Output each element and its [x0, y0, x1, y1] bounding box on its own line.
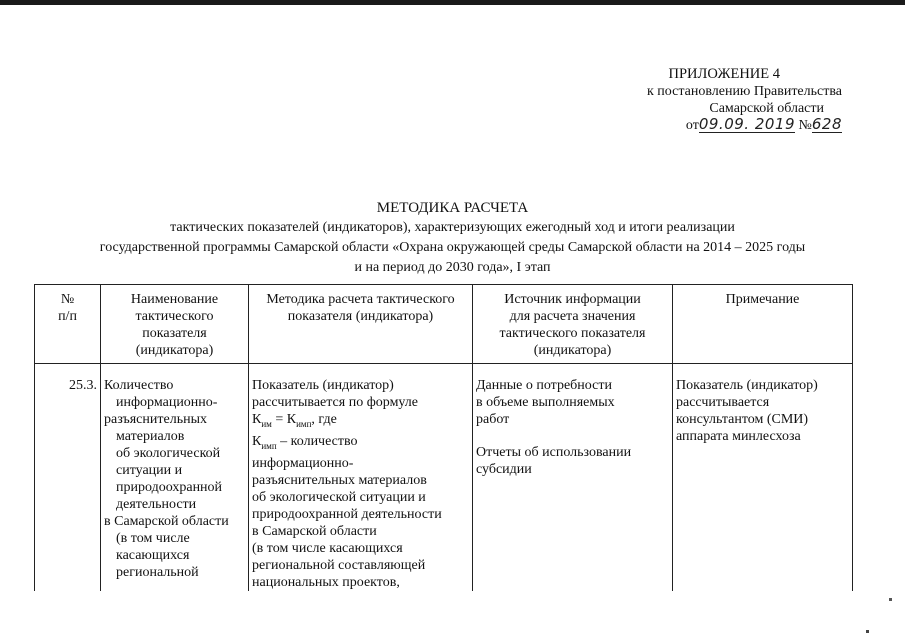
method-formula [252, 411, 469, 433]
source-line: Отчеты об использовании [476, 445, 632, 460]
method-line: рассчитывается по формуле [252, 395, 419, 410]
header-note [673, 285, 853, 364]
row-name-line: касающихся [116, 548, 190, 563]
source-line: субсидии [476, 462, 532, 477]
header-source [473, 285, 673, 364]
formula-symbol: К [252, 412, 262, 427]
note-line: аппарата минлесхоза [676, 429, 801, 444]
number-label: № [798, 118, 812, 133]
header-note-line: Примечание [725, 292, 800, 307]
header-name-line: Наименование [130, 292, 219, 307]
method-line: в Самарской области [252, 523, 377, 539]
row-name-line: разъяснительных [104, 412, 207, 427]
note-line: консультантом (СМИ) [676, 412, 809, 427]
row-name-line: об экологической [116, 446, 221, 461]
formula-equals: = К [271, 412, 297, 427]
handwritten-number: 628 [811, 115, 842, 133]
title-line-1: тактических показателей (индикаторов), характеризующих ежегодный ход и итоги реализации [170, 220, 735, 235]
method-line: (в том числе касающихся [252, 540, 403, 556]
method-line: информационно- [252, 455, 354, 471]
scan-top-edge [0, 0, 905, 5]
header-name [101, 285, 249, 364]
scan-speck [889, 598, 892, 601]
appendix-date-line [600, 117, 842, 134]
header-method-line: показателя (индикатора) [287, 309, 434, 324]
header-source-line: для расчета значения [509, 309, 636, 324]
header-name-line: тактического [135, 309, 214, 324]
table-header-row [35, 285, 853, 364]
row-name-line: в Самарской области [104, 514, 229, 529]
header-source-line: тактического показателя [499, 326, 646, 341]
header-name-line: (индикатора) [135, 343, 214, 358]
table-spacer-row [35, 364, 853, 378]
formula-subscript: им [261, 418, 272, 429]
row-name-line: деятельности [116, 497, 197, 512]
header-number-line: п/п [58, 309, 77, 324]
definition-symbol: К [252, 433, 262, 449]
appendix-line-1: к постановлению Правительства [646, 84, 842, 99]
source-line: работ [476, 412, 510, 427]
row-name-line: (в том числе [116, 531, 190, 546]
header-method-line: Методика расчета тактического [266, 292, 455, 307]
method-definition [252, 433, 469, 455]
row-name-line: материалов [116, 429, 185, 444]
title-line-3: и на период до 2030 года», I этап [354, 260, 551, 275]
row-name-line: информационно- [116, 395, 218, 410]
note-line: рассчитывается [676, 395, 770, 410]
indicators-table [34, 284, 853, 591]
row-name-line: природоохранной [116, 480, 223, 495]
document-title [0, 198, 905, 278]
row-name [101, 377, 249, 591]
formula-subscript: имп [296, 418, 312, 429]
row-method [249, 377, 473, 591]
source-line: Данные о потребности [476, 378, 612, 393]
definition-subscript: имп [261, 440, 277, 451]
formula-tail: , где [311, 412, 337, 427]
row-name-line: ситуации и [116, 463, 183, 478]
source-line: в объеме выполняемых [476, 395, 615, 410]
method-line: региональной составляющей [252, 557, 426, 573]
row-name-line: региональной [116, 565, 199, 580]
method-line: национальных проектов, [252, 574, 400, 590]
row-note [673, 377, 853, 591]
appendix-block [600, 66, 842, 134]
title-main: МЕТОДИКА РАСЧЕТА [376, 200, 529, 216]
source-gap [476, 428, 669, 444]
method-line: природоохранной деятельности [252, 506, 442, 522]
scan-speck [866, 630, 869, 633]
from-label: от [685, 118, 699, 133]
header-name-line: показателя [142, 326, 207, 341]
header-method [249, 285, 473, 364]
header-source-line: (индикатора) [533, 343, 612, 358]
handwritten-date: 09.09. 2019 [698, 115, 795, 133]
note-line: Показатель (индикатор) [676, 378, 818, 393]
row-number: 25.3. [35, 377, 101, 591]
header-number [35, 285, 101, 364]
title-line-2: государственной программы Самарской области «Охрана окружающей среды Самарской области на 2014 – 2025 годы [99, 240, 806, 255]
appendix-heading: ПРИЛОЖЕНИЕ 4 [668, 66, 780, 82]
table-row [35, 377, 853, 591]
header-source-line: Источник информации [504, 292, 641, 307]
definition-tail: – количество [276, 433, 358, 449]
appendix-line-2: Самарской области [709, 101, 824, 116]
method-line: Показатель (индикатор) [252, 378, 394, 393]
row-name-line: Количество [104, 378, 174, 393]
row-source [473, 377, 673, 591]
method-line: разъяснительных материалов [252, 472, 427, 488]
method-line: об экологической ситуации и [252, 489, 426, 505]
header-number-line: № [60, 292, 75, 307]
